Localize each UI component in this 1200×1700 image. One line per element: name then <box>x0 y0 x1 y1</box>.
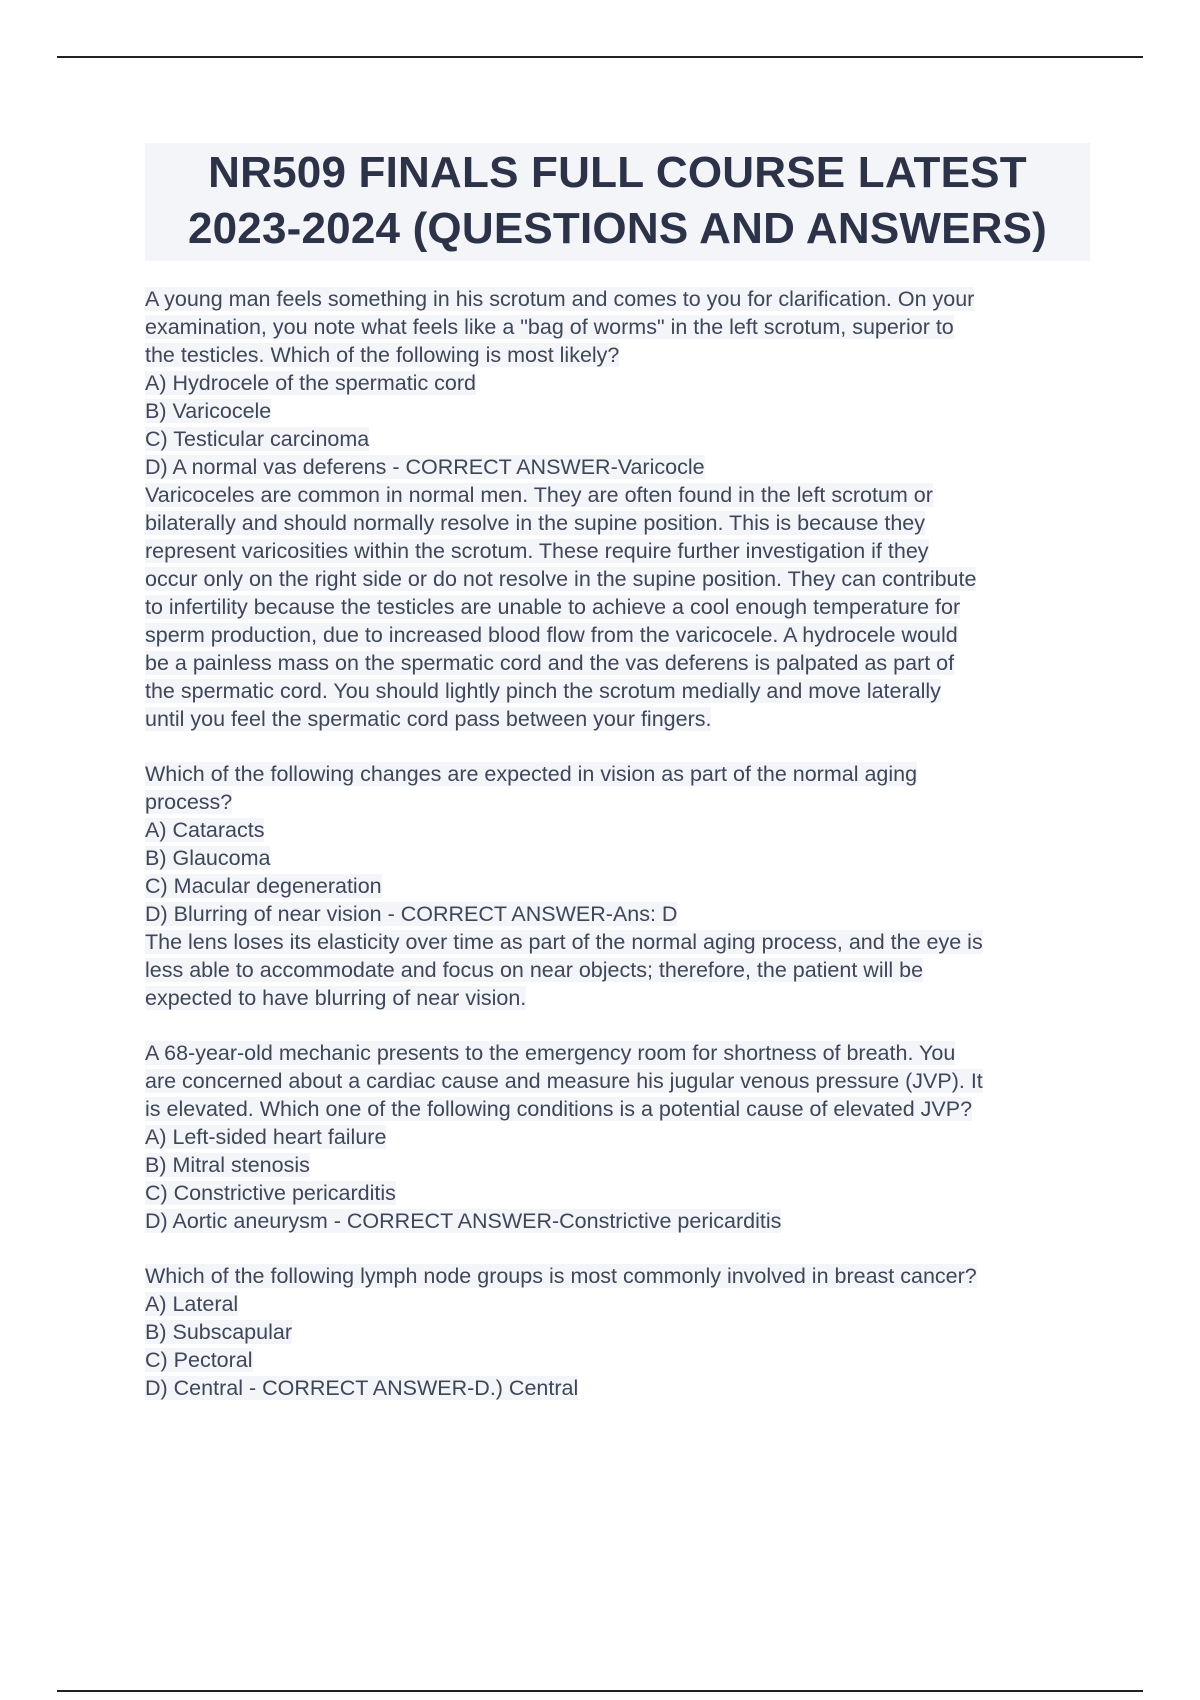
question-text-line <box>145 677 1090 705</box>
top-rule <box>57 56 1143 58</box>
text-run: represent varicosities within the scrotum. These require further investigation if they <box>145 539 929 563</box>
text-run: the testicles. Which of the following is most likely? <box>145 343 620 367</box>
question-text-line <box>145 816 1090 844</box>
text-run: be a painless mass on the spermatic cord and the vas deferens is palpated as part of <box>145 651 955 675</box>
question-text-line <box>145 984 1090 1012</box>
text-run: The lens loses its elasticity over time as part of the normal aging process, and the eye is <box>145 930 983 954</box>
text-run: the spermatic cord. You should lightly pinch the scrotum medially and move laterally <box>145 679 941 703</box>
question-text-line <box>145 565 1090 593</box>
text-run: A) Cataracts <box>145 818 265 842</box>
question-text-line <box>145 1067 1090 1095</box>
question-text-line <box>145 481 1090 509</box>
text-run: Which of the following lymph node groups is most commonly involved in breast cancer? <box>145 1264 977 1288</box>
question-text-line <box>145 1262 1090 1290</box>
question-text-line <box>145 1039 1090 1067</box>
question-text-line <box>145 341 1090 369</box>
question-text-line <box>145 900 1090 928</box>
text-run: is elevated. Which one of the following conditions is a potential cause of elevated JVP? <box>145 1097 973 1121</box>
question-text-line <box>145 537 1090 565</box>
text-run: B) Varicocele <box>145 399 272 423</box>
text-run: A) Left-sided heart failure <box>145 1125 387 1149</box>
question-text-line <box>145 313 1090 341</box>
question-text-line <box>145 1207 1090 1235</box>
text-run: are concerned about a cardiac cause and measure his jugular venous pressure (JVP). It <box>145 1069 983 1093</box>
question-block <box>145 1262 1090 1402</box>
question-text-line <box>145 705 1090 733</box>
question-text-line <box>145 1123 1090 1151</box>
question-text-line <box>145 369 1090 397</box>
question-text-line <box>145 928 1090 956</box>
question-text-line <box>145 788 1090 816</box>
text-run: C) Pectoral <box>145 1348 253 1372</box>
text-run: B) Subscapular <box>145 1320 292 1344</box>
text-run: A) Lateral <box>145 1292 239 1316</box>
question-text-line <box>145 509 1090 537</box>
text-run: A) Hydrocele of the spermatic cord <box>145 371 476 395</box>
question-block <box>145 1039 1090 1235</box>
text-run: until you feel the spermatic cord pass between your fingers. <box>145 707 712 731</box>
document-body <box>145 143 1090 1429</box>
question-text-line <box>145 593 1090 621</box>
text-run: Varicoceles are common in normal men. They are often found in the left scrotum or <box>145 483 933 507</box>
question-block <box>145 760 1090 1012</box>
text-run: A 68-year-old mechanic presents to the emergency room for shortness of breath. You <box>145 1041 956 1065</box>
question-text-line <box>145 621 1090 649</box>
question-block <box>145 285 1090 733</box>
page-title <box>145 143 1090 261</box>
text-run: C) Constrictive pericarditis <box>145 1181 396 1205</box>
question-text-line <box>145 425 1090 453</box>
text-run: to infertility because the testicles are unable to achieve a cool enough temperature for <box>145 595 961 619</box>
text-run: Which of the following changes are expected in vision as part of the normal aging <box>145 762 918 786</box>
question-text-line <box>145 1374 1090 1402</box>
question-text-line <box>145 1318 1090 1346</box>
question-text-line <box>145 397 1090 425</box>
text-run: D) Aortic aneurysm - CORRECT ANSWER-Constrictive pericarditis <box>145 1209 782 1233</box>
question-text-line <box>145 760 1090 788</box>
text-run: D) A normal vas deferens - CORRECT ANSWER-Varicocle <box>145 455 705 479</box>
question-text-line <box>145 1151 1090 1179</box>
question-text-line <box>145 1290 1090 1318</box>
title-line: NR509 FINALS FULL COURSE LATEST <box>208 148 1027 197</box>
question-text-line <box>145 1346 1090 1374</box>
text-run: C) Testicular carcinoma <box>145 427 370 451</box>
question-text-line <box>145 1179 1090 1207</box>
text-run: process? <box>145 790 233 814</box>
text-run: occur only on the right side or do not resolve in the supine position. They can contribute <box>145 567 977 591</box>
question-text-line <box>145 956 1090 984</box>
question-text-line <box>145 844 1090 872</box>
text-run: B) Glaucoma <box>145 846 271 870</box>
text-run: A young man feels something in his scrotum and comes to you for clarification. On your <box>145 287 975 311</box>
question-text-line <box>145 872 1090 900</box>
text-run: expected to have blurring of near vision. <box>145 986 527 1010</box>
qa-list <box>145 285 1090 1402</box>
question-text-line <box>145 1095 1090 1123</box>
text-run: sperm production, due to increased blood flow from the varicocele. A hydrocele would <box>145 623 958 647</box>
question-text-line <box>145 453 1090 481</box>
text-run: less able to accommodate and focus on near objects; therefore, the patient will be <box>145 958 924 982</box>
question-text-line <box>145 649 1090 677</box>
text-run: examination, you note what feels like a "bag of worms" in the left scrotum, superior to <box>145 315 954 339</box>
text-run: B) Mitral stenosis <box>145 1153 310 1177</box>
bottom-rule <box>57 1690 1143 1692</box>
text-run: D) Blurring of near vision - CORRECT ANSWER-Ans: D <box>145 902 678 926</box>
text-run: D) Central - CORRECT ANSWER-D.) Central <box>145 1376 579 1400</box>
question-text-line <box>145 285 1090 313</box>
text-run: C) Macular degeneration <box>145 874 382 898</box>
text-run: bilaterally and should normally resolve in the supine position. This is because they <box>145 511 926 535</box>
title-line: 2023-2024 (QUESTIONS AND ANSWERS) <box>187 204 1048 253</box>
